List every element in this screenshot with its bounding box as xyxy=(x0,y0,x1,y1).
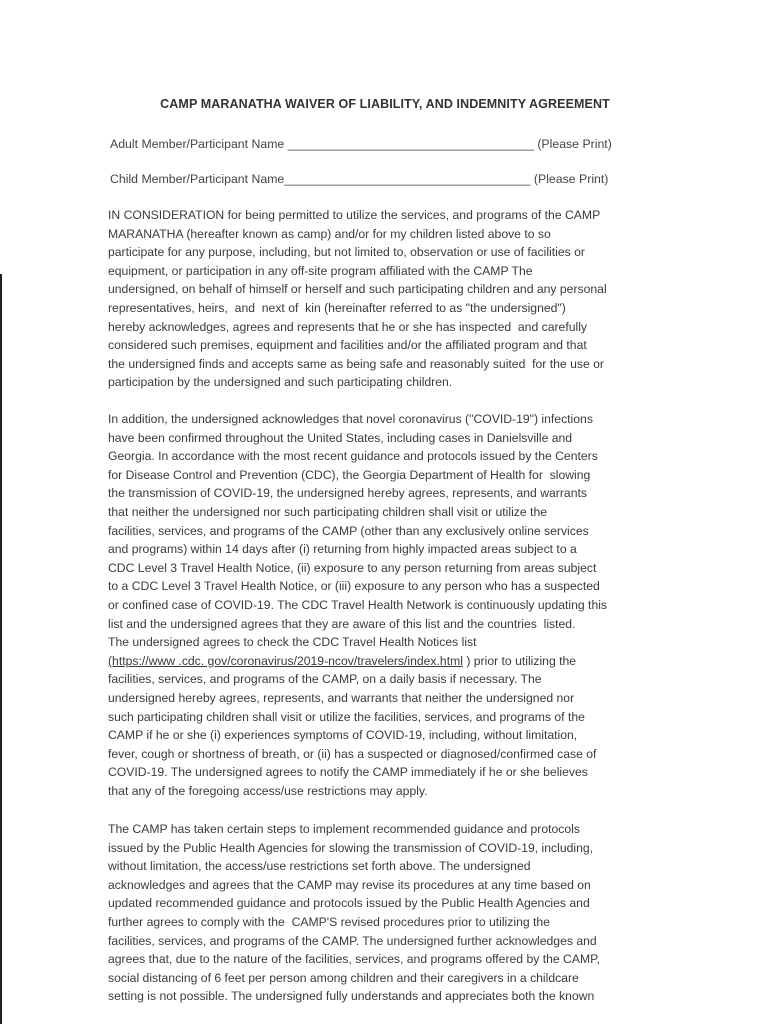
text-line: such participating children shall visit or utilize the facilities, services, and programs of the xyxy=(108,709,585,724)
child-name-print-note: (Please Print) xyxy=(533,172,609,186)
text-line: have been confirmed throughout the United States, including cases in Danielsville and xyxy=(108,430,573,445)
adult-name-print-note: (Please Print) xyxy=(537,137,612,151)
text-line: COVID-19. The undersigned agrees to notify the CAMP immediately if he or she believes xyxy=(108,765,588,780)
paragraph-consideration xyxy=(108,206,668,392)
text-line: CAMP if he or she (i) experiences symptoms of COVID-19, including, without limitation, xyxy=(108,728,578,743)
text-line-with-link xyxy=(108,652,668,671)
child-name-label: Child Member/Participant Name xyxy=(110,172,285,186)
link-trailing-text: ) prior to utilizing the xyxy=(462,653,577,668)
document-title: CAMP MARANATHA WAIVER OF LIABILITY, AND INDEMNITY AGREEMENT xyxy=(160,97,610,111)
text-line: to a CDC Level 3 Travel Health Notice, or (iii) exposure to any person who has a suspected xyxy=(108,579,600,594)
cdc-travel-notices-link[interactable]: (https://www .cdc. gov/coronavirus/2019-ncov/travelers/index.html xyxy=(108,653,463,668)
text-line: without limitation, the access/use restrictions set forth above. The undersigned xyxy=(108,859,531,874)
text-line: acknowledges and agrees that the CAMP may revise its procedures at any time based on xyxy=(108,877,591,892)
text-line: the undersigned finds and accepts same as being safe and reasonably suited for the use or xyxy=(108,356,604,371)
text-line: representatives, heirs, and next of kin (hereinafter referred to as "the undersigned") xyxy=(108,300,566,315)
text-line: updated recommended guidance and protocols issued by the Public Health Agencies and xyxy=(108,896,590,911)
text-line: The undersigned agrees to check the CDC Travel Health Notices list xyxy=(108,635,477,650)
child-name-blank[interactable]: ____________________________________ xyxy=(284,172,531,186)
text-line: agrees that, due to the nature of the facilities, services, and programs offered by the CAMP, xyxy=(108,952,601,967)
text-line: CDC Level 3 Travel Health Notice, (ii) exposure to any person returning from areas subject xyxy=(108,560,597,575)
text-line: and programs) within 14 days after (i) returning from highly impacted areas subject to a xyxy=(108,542,577,557)
adult-name-blank[interactable]: ____________________________________ xyxy=(287,137,534,151)
text-line: The CAMP has taken certain steps to implement recommended guidance and protocols xyxy=(108,822,580,836)
text-line: considered such premises, equipment and facilities and/or the affiliated program and that xyxy=(108,338,587,353)
text-line: IN CONSIDERATION for being permitted to utilize the services, and programs of the CAMP xyxy=(108,208,601,222)
text-line: further agrees to comply with the CAMP'S revised procedures prior to utilizing the xyxy=(108,914,550,929)
text-line: that neither the undersigned nor such participating children shall visit or utilize the xyxy=(108,504,547,519)
text-line: that any of the foregoing access/use restrictions may apply. xyxy=(108,783,428,798)
text-line: issued by the Public Health Agencies for slowing the transmission of COVID-19, including, xyxy=(108,840,594,855)
text-line: the transmission of COVID-19, the undersigned hereby agrees, represents, and warrants xyxy=(108,486,587,501)
paragraph-covid xyxy=(108,410,668,800)
text-line: undersigned, on behalf of himself or herself and such participating children and any personal xyxy=(108,282,607,297)
child-name-field xyxy=(110,172,670,186)
text-line: participation by the undersigned and such participating children. xyxy=(108,375,453,390)
adult-name-label: Adult Member/Participant Name xyxy=(110,137,285,151)
text-line: In addition, the undersigned acknowledges that novel coronavirus ("COVID-19") infections xyxy=(108,412,593,426)
text-line: facilities, services, and programs of the CAMP, on a daily basis if necessary. The xyxy=(108,672,542,687)
text-line: facilities, services, and programs of the CAMP. The undersigned further acknowledges and xyxy=(108,933,597,948)
text-line: facilities, services, and programs of the CAMP (other than any exclusively online services xyxy=(108,523,589,538)
text-line: for Disease Control and Prevention (CDC), the Georgia Department of Health for slowing xyxy=(108,467,591,482)
text-line: MARANATHA (hereafter known as camp) and/or for my children listed above to so xyxy=(108,226,551,241)
text-line: Georgia. In accordance with the most recent guidance and protocols issued by the Centers xyxy=(108,449,598,464)
text-line: list and the undersigned agrees that they are aware of this list and the countries listed. xyxy=(108,616,576,631)
text-line: hereby acknowledges, agrees and represents that he or she has inspected and carefully xyxy=(108,319,587,334)
text-line: fever, cough or shortness of breath, or (ii) has a suspected or diagnosed/confirmed case of xyxy=(108,746,597,761)
text-line: equipment, or participation in any off-site program affiliated with the CAMP The xyxy=(108,263,533,278)
adult-name-field xyxy=(110,137,670,151)
text-line: or confined case of COVID-19. The CDC Travel Health Network is continuously updating this xyxy=(108,597,608,612)
paragraph-camp-steps xyxy=(108,820,668,1006)
text-line: participate for any purpose, including, but not limited to, observation or use of facilities or xyxy=(108,245,585,260)
text-line: setting is not possible. The undersigned fully understands and appreciates both the known xyxy=(108,989,595,1004)
text-line: social distancing of 6 feet per person among children and their caregivers in a childcare xyxy=(108,970,579,985)
page-edge-divider xyxy=(0,274,2,1024)
text-line: undersigned hereby agrees, represents, and warrants that neither the undersigned nor xyxy=(108,690,575,705)
